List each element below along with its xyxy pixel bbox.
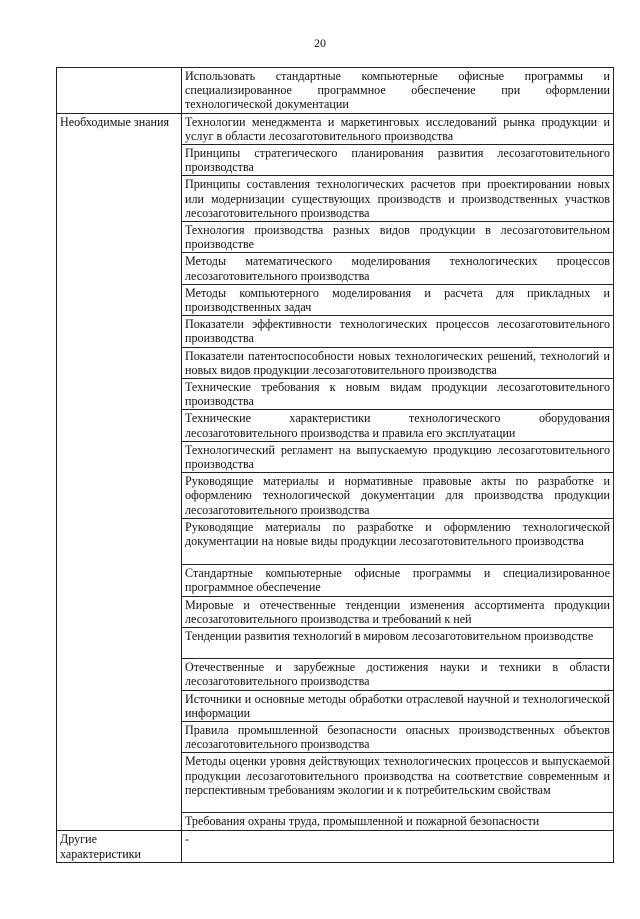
table-row	[57, 113, 614, 144]
row-text: Источники и основные методы обработки отраслевой научной и технологической информации	[182, 690, 614, 721]
row-text: Стандартные компьютерные офисные программы и специализированное программное обеспечение	[182, 565, 614, 596]
row-text: Мировые и отечественные тенденции изменения ассортимента продукции лесозаготовительного производства и требований к ней	[182, 596, 614, 627]
row-text: Технологический регламент на выпускаемую продукцию лесозаготовительного производства	[182, 441, 614, 472]
table-row	[57, 831, 614, 862]
row-text: Отечественные и зарубежные достижения науки и техники в области лесозаготовительного производства	[182, 659, 614, 690]
row-text: Методы математического моделирования технологических процессов лесозаготовительного производства	[182, 253, 614, 284]
row-text: Показатели патентоспособности новых технологических решений, технологий и новых видов продукции лесозаготовительного производства	[182, 347, 614, 378]
row-text: Правила промышленной безопасности опасных производственных объектов лесозаготовительного производства	[182, 721, 614, 752]
table-row	[57, 68, 614, 114]
row-label: Необходимые знания	[57, 113, 182, 831]
row-text: Технологии менеджмента и маркетинговых исследований рынка продукции и услуг в области лесозаготовительного производства	[182, 113, 614, 144]
row-label: Другие характеристики	[57, 831, 182, 862]
row-text: Технические характеристики технологического оборудования лесозаготовительного производства и правила его эксплуатации	[182, 410, 614, 441]
row-text: Принципы составления технологических расчетов при проектировании новых или модернизации существующих производств и производственных участков лесозаготовительного производства	[182, 176, 614, 222]
row-text: Методы оценки уровня действующих технологических процессов и выпускаемой продукции лесозаготовительного производства на соответствие современным и перспективным требованиям экологии и к потребительским свойствам	[182, 753, 614, 813]
page-number: 20	[314, 36, 326, 50]
row-text: Технология производства разных видов продукции в лесозаготовительном производстве	[182, 222, 614, 253]
row-text: Использовать стандартные компьютерные офисные программы и специализированное программное обеспечение при оформлении технологической документации	[182, 68, 614, 114]
row-text: Принципы стратегического планирования развития лесозаготовительного производства	[182, 145, 614, 176]
row-text: -	[182, 831, 614, 862]
row-text: Руководящие материалы по разработке и оформлению технологической документации на новые виды продукции лесозаготовительного производства	[182, 519, 614, 565]
row-text: Требования охраны труда, промышленной и пожарной безопасности	[182, 813, 614, 831]
row-text: Тенденции развития технологий в мировом лесозаготовительном производстве	[182, 628, 614, 659]
row-text: Показатели эффективности технологических процессов лесозаготовительного производства	[182, 316, 614, 347]
row-text: Технические требования к новым видам продукции лесозаготовительного производства	[182, 379, 614, 410]
row-text: Руководящие материалы и нормативные правовые акты по разработке и оформлению технологической документации для производства продукции лесозаготовительного производства	[182, 473, 614, 519]
competency-table	[56, 67, 614, 863]
row-text: Методы компьютерного моделирования и расчета для прикладных и производственных задач	[182, 284, 614, 315]
row-label	[57, 68, 182, 114]
